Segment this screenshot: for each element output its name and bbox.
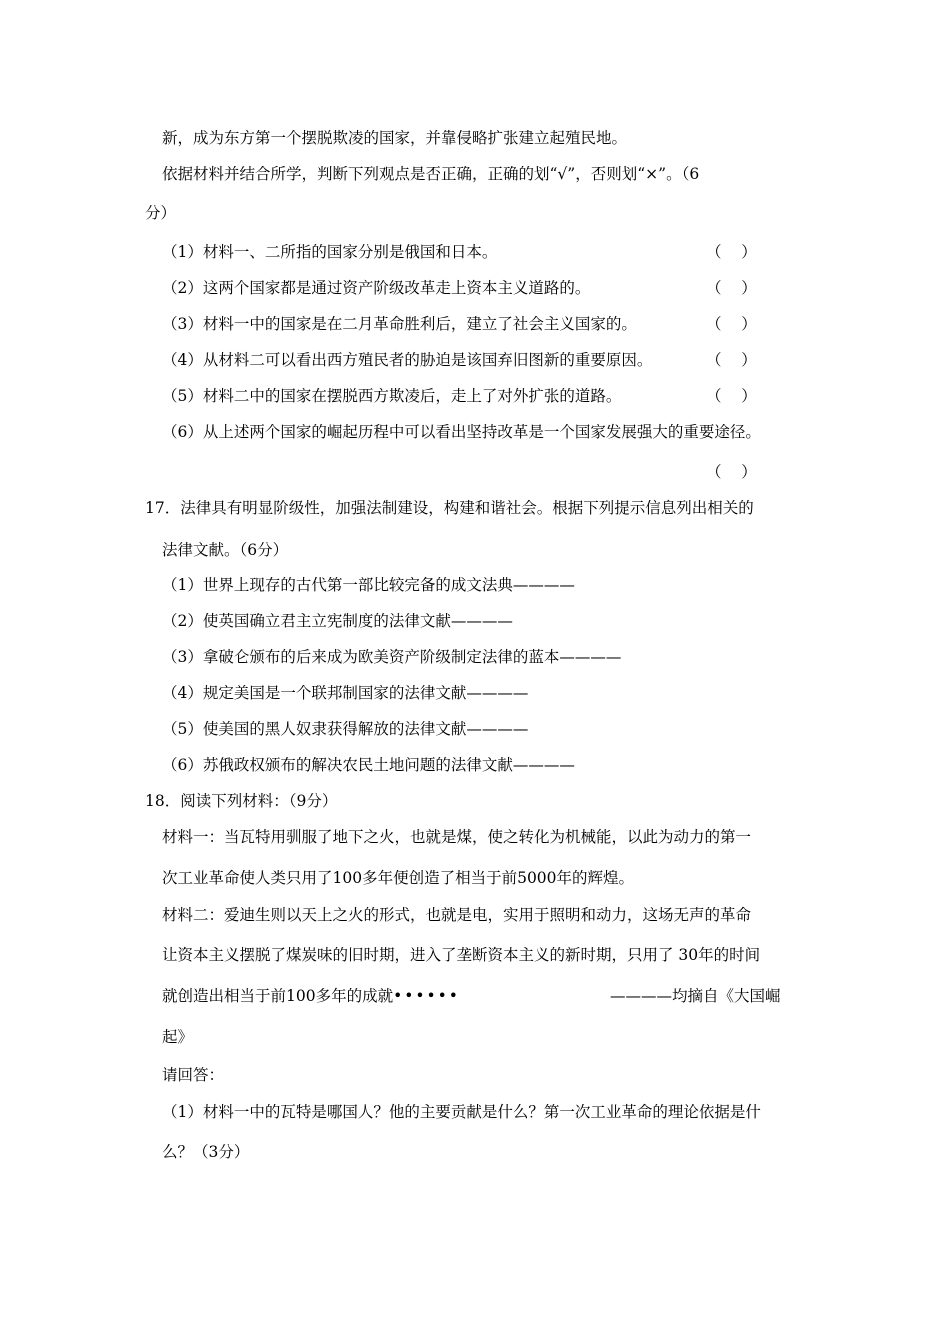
q18-source: ————均摘自《大国崛 — [610, 987, 781, 1005]
q18-material-2-end — [162, 986, 460, 1006]
q17-item: （3）拿破仑颁布的后来成为欧美资产阶级制定法律的蓝本———— — [162, 648, 622, 666]
q17-item: （6）苏俄政权颁布的解决农民土地问题的法律文献———— — [162, 756, 575, 774]
q18-material-1-cont: 次工业革命使人类只用了100多年便创造了相当于前5000年的辉煌。 — [162, 869, 635, 887]
answer-blank: （ ） — [706, 243, 757, 261]
q18-material-2-cont: 让资本主义摆脱了煤炭味的旧时期，进入了垄断资本主义的新时期，只用了 30年的时间 — [162, 946, 761, 964]
q16-instruction-cont: 分） — [145, 204, 177, 222]
q16-item: （6）从上述两个国家的崛起历程中可以看出坚持改革是一个国家发展强大的重要途径。 — [162, 423, 761, 441]
q18-subquestion-1: （1）材料一中的瓦特是哪国人？他的主要贡献是什么？第一次工业革命的理论依据是什 — [162, 1103, 761, 1121]
q17-prompt: 17．法律具有明显阶级性，加强法制建设，构建和谐社会。根据下列提示信息列出相关的 — [145, 499, 754, 517]
q16-item: （1）材料一、二所指的国家分别是俄国和日本。 — [162, 243, 498, 261]
answer-blank: （ ） — [706, 315, 757, 333]
answer-blank: （ ） — [706, 463, 757, 481]
q16-material-tail: 新，成为东方第一个摆脱欺凌的国家，并靠侵略扩张建立起殖民地。 — [162, 129, 628, 147]
answer-blank: （ ） — [706, 351, 757, 369]
q17-item: （2）使英国确立君主立宪制度的法律文献———— — [162, 612, 513, 630]
q18-material-2: 材料二：爱迪生则以天上之火的形式，也就是电，实用于照明和动力，这场无声的革命 — [162, 906, 752, 924]
q17-item: （5）使美国的黑人奴隶获得解放的法律文献———— — [162, 720, 529, 738]
q16-item: （5）材料二中的国家在摆脱西方欺凌后，走上了对外扩张的道路。 — [162, 387, 622, 405]
answer-blank: （ ） — [706, 387, 757, 405]
q17-item: （1）世界上现存的古代第一部比较完备的成文法典———— — [162, 576, 575, 594]
q16-item: （4）从材料二可以看出西方殖民者的胁迫是该国弃旧图新的重要原因。 — [162, 351, 653, 369]
q16-instruction: 依据材料并结合所学，判断下列观点是否正确，正确的划“√”，否则划“×”。（6 — [162, 165, 700, 183]
q18-source-cont: 起》 — [162, 1028, 194, 1046]
q18-material-1: 材料一：当瓦特用驯服了地下之火，也就是煤，使之转化为机械能，以此为动力的第一 — [162, 828, 752, 846]
answer-blank: （ ） — [706, 279, 757, 297]
q18-material-2-text: 就创造出相当于前100多年的成就 — [162, 987, 394, 1005]
q16-item: （3）材料一中的国家是在二月革命胜利后，建立了社会主义国家的。 — [162, 315, 637, 333]
q18-ask: 请回答： — [162, 1066, 225, 1084]
q18-title: 18．阅读下列材料：（9分） — [145, 792, 338, 810]
q17-prompt-cont: 法律文献。（6分） — [162, 541, 289, 559]
q18-subquestion-1-cont: 么？（3分） — [162, 1143, 250, 1161]
q16-item: （2）这两个国家都是通过资产阶级改革走上资本主义道路的。 — [162, 279, 591, 297]
ellipsis-dots: •••••• — [393, 987, 460, 1005]
q17-item: （4）规定美国是一个联邦制国家的法律文献———— — [162, 684, 529, 702]
